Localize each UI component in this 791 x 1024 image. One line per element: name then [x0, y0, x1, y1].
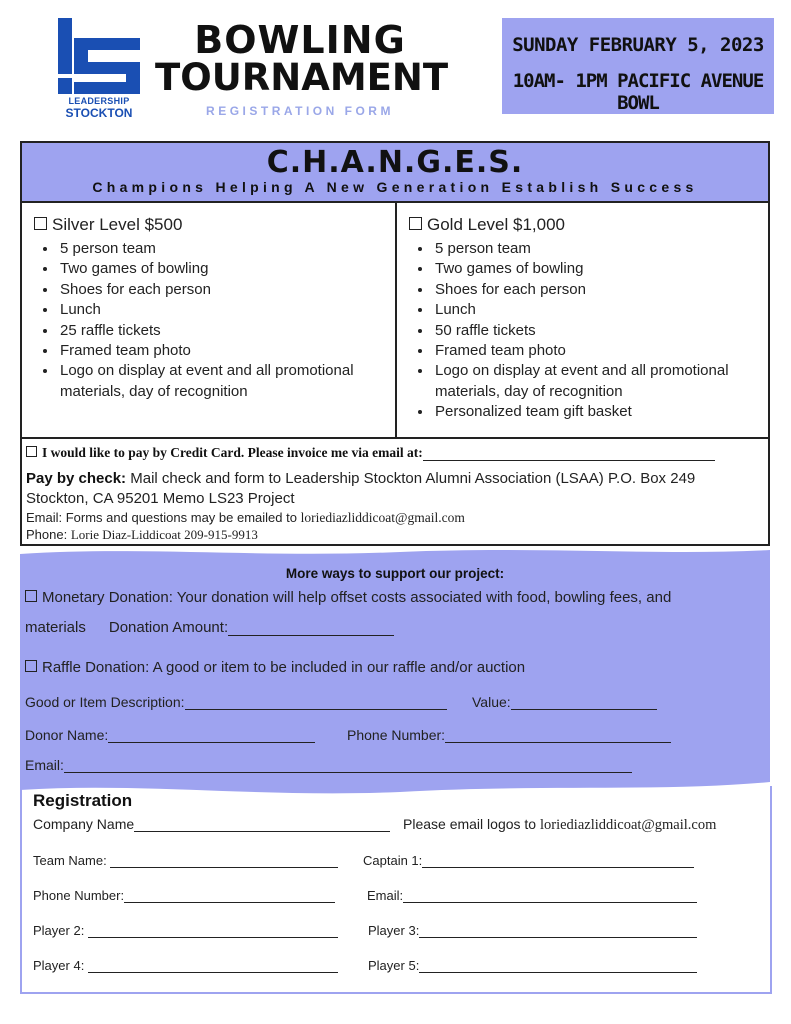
gold-level-title: Gold Level $1,000: [427, 215, 565, 234]
changes-title: C.H.A.N.G.E.S.: [266, 145, 524, 180]
monetary-donation-text: Monetary Donation: Your donation will help offset costs associated with food, bowling fees, and: [42, 589, 672, 606]
payment-section: [22, 437, 768, 546]
donor-phone-label: Phone Number:: [347, 727, 446, 743]
list-item: • 25 raffle tickets: [58, 321, 395, 341]
changes-tagline: Champions Helping A New Generation Establish Success: [92, 179, 698, 195]
list-item: • Lunch: [58, 300, 395, 320]
registration-form-subtitle: REGISTRATION FORM: [206, 104, 394, 118]
list-item: • Two games of bowling: [433, 259, 768, 279]
list-item: • 5 person team: [58, 239, 395, 259]
changes-header: [22, 143, 768, 203]
title-tournament: TOURNAMENT: [155, 56, 449, 99]
donor-email-field[interactable]: [64, 758, 632, 773]
team-name-label: Team Name:: [33, 853, 111, 868]
monetary-checkbox[interactable]: [25, 590, 37, 602]
list-item: • Framed team photo: [433, 341, 768, 361]
event-date: SUNDAY FEBRUARY 5, 2023: [512, 34, 764, 56]
event-info-box: [502, 18, 774, 114]
logo-text-leadership: LEADERSHIP: [68, 96, 130, 106]
list-item: • Framed team photo: [58, 341, 395, 361]
credit-card-checkbox[interactable]: [26, 446, 37, 457]
donor-email-label: Email:: [25, 757, 64, 773]
player3-line: [368, 923, 697, 938]
list-item: • 5 person team: [433, 239, 768, 259]
company-name-line: [33, 816, 390, 832]
gold-checkbox[interactable]: [409, 217, 422, 230]
donor-name-line: [25, 727, 315, 743]
donor-name-field[interactable]: [108, 728, 315, 743]
raffle-donation-option[interactable]: [25, 659, 525, 676]
list-item: • Logo on display at event and all promotional materials, day of recognition: [433, 361, 768, 402]
player3-label: Player 3:: [368, 923, 420, 938]
value-field[interactable]: [511, 695, 657, 710]
player5-label: Player 5:: [368, 958, 420, 973]
gold-level-column: [397, 203, 768, 437]
monetary-cont-text: materials: [25, 619, 86, 636]
reg-phone-label: Phone Number:: [33, 888, 125, 903]
gold-benefits-list: [413, 239, 768, 423]
player5-field[interactable]: [419, 958, 697, 973]
silver-level-title: Silver Level $500: [52, 215, 183, 234]
player2-line: [33, 923, 338, 938]
company-name-label: Company Name: [33, 816, 135, 832]
raffle-donation-text: Raffle Donation: A good or item to be included in our raffle and/or auction: [42, 659, 526, 676]
team-name-field[interactable]: [110, 853, 338, 868]
donor-email-line: [25, 757, 632, 773]
list-item: • Shoes for each person: [58, 280, 395, 300]
silver-checkbox[interactable]: [34, 217, 47, 230]
list-item: • Personalized team gift basket: [433, 402, 768, 422]
donation-amount-label: Donation Amount:: [108, 619, 229, 636]
contact-email-line: [26, 510, 465, 526]
player4-label: Player 4:: [33, 958, 88, 973]
donor-name-label: Donor Name:: [25, 727, 109, 743]
contact-email: loriediazliddicoat@gmail.com: [300, 510, 465, 525]
item-description-line: [25, 694, 447, 710]
reg-phone-field[interactable]: [124, 888, 335, 903]
player4-field[interactable]: [88, 958, 338, 973]
list-item: • Two games of bowling: [58, 259, 395, 279]
silver-level-option[interactable]: [34, 215, 182, 235]
phone-label: Phone:: [26, 527, 71, 542]
team-name-line: [33, 853, 338, 868]
item-description-label: Good or Item Description:: [25, 694, 185, 710]
reg-email-line: [367, 888, 697, 903]
pay-by-check-label: Pay by check:: [26, 470, 127, 487]
value-line: [472, 694, 657, 710]
credit-card-label: I would like to pay by Credit Card. Please invoice me via email at:: [42, 445, 423, 460]
list-item: • Lunch: [433, 300, 768, 320]
gold-level-option[interactable]: [409, 215, 565, 235]
pay-by-check-instructions: Mail check and form to Leadership Stockton Alumni Association (LSAA) P.O. Box 249 Stockton, CA 95201 Memo LS23 Project: [26, 470, 696, 507]
donor-phone-line: [347, 727, 671, 743]
list-item: • Shoes for each person: [433, 280, 768, 300]
monetary-donation-cont: [25, 619, 394, 636]
list-item: • 50 raffle tickets: [433, 321, 768, 341]
player2-field[interactable]: [88, 923, 338, 938]
more-ways-heading: More ways to support our project:: [285, 566, 505, 581]
player3-field[interactable]: [419, 923, 697, 938]
donation-amount-field[interactable]: [228, 621, 394, 636]
player2-label: Player 2:: [33, 923, 88, 938]
reg-email-field[interactable]: [403, 888, 697, 903]
silver-benefits-list: [38, 239, 395, 402]
credit-card-option[interactable]: [26, 445, 715, 461]
sponsorship-box: [20, 141, 770, 546]
pay-by-check-text: [26, 469, 756, 509]
contact-phone-line: [26, 527, 258, 543]
monetary-donation-option[interactable]: [25, 589, 671, 606]
donor-phone-field[interactable]: [445, 728, 671, 743]
logos-note-label: Please email logos to: [403, 816, 540, 832]
player4-line: [33, 958, 338, 973]
event-time-place: 10AM- 1PM PACIFIC AVENUE BOWL: [512, 70, 764, 114]
logos-note: [403, 816, 716, 834]
invoice-email-field[interactable]: [423, 448, 715, 461]
raffle-checkbox[interactable]: [25, 660, 37, 672]
logo-text-stockton: STOCKTON: [65, 106, 133, 120]
captain-field[interactable]: [422, 853, 694, 868]
logos-email: loriediazliddicoat@gmail.com: [539, 817, 717, 833]
title-bowling: BOWLING: [194, 18, 406, 62]
captain-label: Captain 1:: [363, 853, 423, 868]
email-label: Email: Forms and questions may be emailed to: [26, 510, 301, 525]
registration-title: Registration: [33, 791, 133, 810]
reg-email-label: Email:: [367, 888, 404, 903]
list-item: • Logo on display at event and all promotional materials, day of recognition: [58, 361, 395, 402]
value-label: Value:: [472, 694, 511, 710]
reg-phone-line: [33, 888, 335, 903]
captain-line: [363, 853, 694, 868]
silver-level-column: [22, 203, 397, 437]
player5-line: [368, 958, 697, 973]
contact-phone: Lorie Diaz-Liddicoat 209-915-9913: [70, 527, 258, 542]
item-description-field[interactable]: [185, 695, 447, 710]
company-name-field[interactable]: [134, 817, 390, 832]
